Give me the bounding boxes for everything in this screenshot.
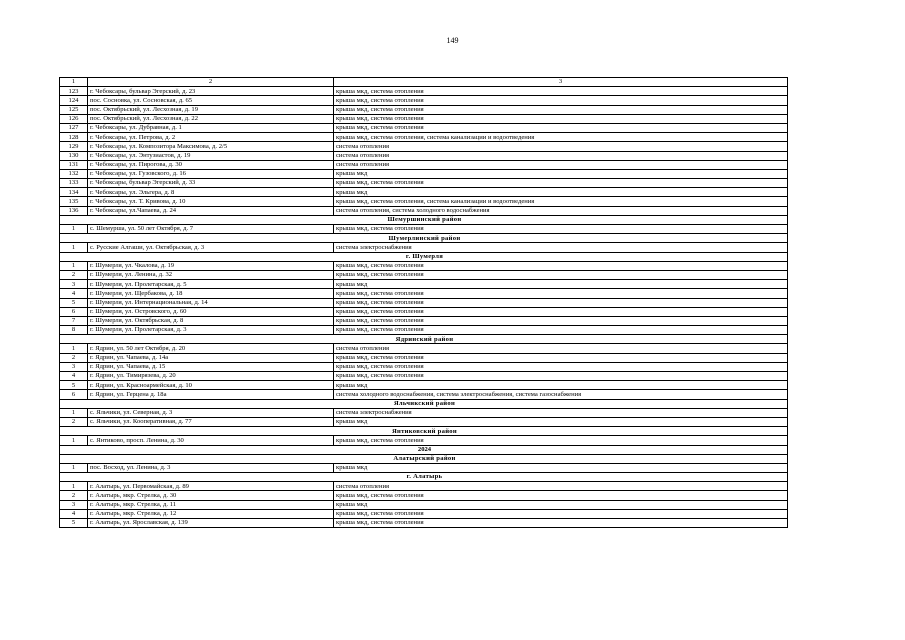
section-title: Шумерлинский район [60,234,788,243]
row-works: крыша мкд, система отопления [334,179,788,188]
row-address: г. Алатырь, ул. Первомайская, д. 89 [88,482,334,491]
row-number: 127 [60,123,88,132]
row-number: 3 [60,280,88,289]
row-number: 133 [60,179,88,188]
table-row [60,169,788,178]
row-works: крыша мкд, система отопления, система канализации и водоотведения [334,133,788,142]
row-works: крыша мкд, система отопления [334,491,788,500]
row-number: 135 [60,197,88,206]
row-address: пос. Октябрьский, ул. Лесхозная, д. 19 [88,105,334,114]
row-address: г. Чебоксары, ул. Гузовского, д. 16 [88,169,334,178]
table-row [60,142,788,151]
section-row [60,473,788,482]
table-row [60,509,788,518]
row-number: 1 [60,482,88,491]
row-works: крыша мкд, система отопления [334,316,788,325]
table-row [60,298,788,307]
row-works: крыша мкд [334,500,788,509]
row-works: система отопления [334,344,788,353]
row-works: система отопления [334,151,788,160]
row-number: 4 [60,509,88,518]
row-address: г. Шумерля, ул. Пролетарская, д. 3 [88,326,334,335]
table-row [60,225,788,234]
section-title: г. Шумерля [60,252,788,261]
row-address: г. Чебоксары, бульвар Эгерский, д. 33 [88,179,334,188]
table-row [60,243,788,252]
row-address: г. Чебоксары, ул. Эльгера, д. 8 [88,188,334,197]
row-number: 1 [60,243,88,252]
table-row [60,408,788,417]
table-row [60,417,788,426]
works-table-body [60,78,788,528]
header-col-works: 3 [334,78,788,87]
row-address: г. Чебоксары, ул. Композитора Максимова, д. 2/5 [88,142,334,151]
section-row [60,427,788,436]
row-works: крыша мкд [334,417,788,426]
row-address: пос. Октябрьский, ул. Лесхозная, д. 22 [88,114,334,123]
row-works: крыша мкд, система отопления [334,372,788,381]
table-header-row [60,78,788,87]
row-address: г. Ядрин, ул. Чапаева, д. 14а [88,353,334,362]
table-row [60,344,788,353]
table-row [60,500,788,509]
row-number: 5 [60,519,88,528]
row-works: система отопления [334,482,788,491]
row-works: крыша мкд, система отопления [334,289,788,298]
table-row [60,381,788,390]
section-title: Шемуршинский район [60,215,788,224]
row-address: г. Ядрин, ул. 50 лет Октября, д. 20 [88,344,334,353]
row-number: 1 [60,463,88,472]
row-address: г. Алатырь, ул. Ярославская, д. 139 [88,519,334,528]
row-works: система отопления [334,160,788,169]
row-works: крыша мкд, система отопления, система канализации и водоотведения [334,197,788,206]
row-number: 4 [60,289,88,298]
table-row [60,436,788,445]
row-works: крыша мкд [334,188,788,197]
row-works: крыша мкд, система отопления [334,326,788,335]
works-table [59,77,788,528]
row-works: крыша мкд, система отопления [334,353,788,362]
section-title: Алатырский район [60,454,788,463]
row-works: крыша мкд, система отопления [334,96,788,105]
row-address: г. Шумерля, ул. Щербакова, д. 18 [88,289,334,298]
row-number: 4 [60,372,88,381]
row-works: крыша мкд, система отопления [334,436,788,445]
row-works: крыша мкд, система отопления [334,225,788,234]
row-address: г. Ядрин, ул. Герцена д. 18а [88,390,334,399]
row-number: 2 [60,270,88,279]
row-works: крыша мкд, система отопления [334,307,788,316]
row-works: крыша мкд, система отопления [334,509,788,518]
row-works: крыша мкд, система отопления [334,114,788,123]
row-address: с. Шемурша, ул. 50 лет Октября, д. 7 [88,225,334,234]
row-number: 128 [60,133,88,142]
row-number: 134 [60,188,88,197]
table-row [60,96,788,105]
row-address: пос. Сосновка, ул. Сосновская, д. 65 [88,96,334,105]
table-row [60,114,788,123]
row-number: 129 [60,142,88,151]
row-number: 130 [60,151,88,160]
row-works: крыша мкд [334,169,788,178]
section-title: Ядринский район [60,335,788,344]
section-title: Яльчикский район [60,399,788,408]
row-number: 1 [60,261,88,270]
row-number: 7 [60,316,88,325]
table-row [60,307,788,316]
table-row [60,151,788,160]
row-address: г. Чебоксары, ул. Т. Кривова, д. 10 [88,197,334,206]
row-works: крыша мкд, система отопления [334,87,788,96]
row-works: система отопления [334,142,788,151]
table-row [60,280,788,289]
row-number: 1 [60,436,88,445]
row-number: 6 [60,390,88,399]
table-row [60,197,788,206]
table-row [60,206,788,215]
table-row [60,123,788,132]
section-row [60,234,788,243]
table-row [60,179,788,188]
row-works: крыша мкд, система отопления [334,261,788,270]
year-row [60,445,788,454]
table-row [60,133,788,142]
row-number: 136 [60,206,88,215]
row-works: крыша мкд [334,381,788,390]
row-number: 1 [60,225,88,234]
row-address: г. Ядрин, ул. Чапаева, д. 15 [88,362,334,371]
row-number: 1 [60,344,88,353]
row-works: крыша мкд, система отопления [334,298,788,307]
row-address: г. Чебоксары, ул. Пирогова, д. 30 [88,160,334,169]
table-row [60,491,788,500]
row-number: 132 [60,169,88,178]
row-works: система отопления, система холодного водоснабжения [334,206,788,215]
table-row [60,188,788,197]
row-works: крыша мкд, система отопления [334,270,788,279]
row-address: г. Шумерля, ул. Ленина, д. 32 [88,270,334,279]
row-address: г. Чебоксары, ул. Дубравная, д. 1 [88,123,334,132]
row-address: с. Яльчики, ул. Кооперативная, д. 77 [88,417,334,426]
section-row [60,252,788,261]
row-address: г. Шумерля, ул. Интернациональная, д. 14 [88,298,334,307]
row-works: система холодного водоснабжения, система электроснабжения, система газоснабжения [334,390,788,399]
row-address: г. Чебоксары, ул.Чапаева, д. 24 [88,206,334,215]
row-address: г. Ядрин, ул. Тимирязева, д. 20 [88,372,334,381]
table-row [60,372,788,381]
header-col-address: 2 [88,78,334,87]
row-address: с. Яльчики, ул. Северная, д. 3 [88,408,334,417]
row-works: крыша мкд [334,463,788,472]
row-address: с. Русские Алгаши, ул. Октябрьская, д. 3 [88,243,334,252]
row-works: крыша мкд [334,280,788,289]
table-row [60,362,788,371]
row-works: крыша мкд, система отопления [334,123,788,132]
row-address: г. Чебоксары, бульвар Эгерский, д. 23 [88,87,334,96]
row-number: 131 [60,160,88,169]
row-address: г. Шумерля, ул. Островского, д. 60 [88,307,334,316]
year-title: 2024 [60,445,788,454]
row-address: г. Алатырь, мкр. Стрелка, д. 12 [88,509,334,518]
table-row [60,316,788,325]
row-address: г. Алатырь, мкр. Стрелка, д. 30 [88,491,334,500]
row-number: 124 [60,96,88,105]
table-row [60,160,788,169]
row-number: 2 [60,417,88,426]
table-row [60,105,788,114]
row-works: крыша мкд, система отопления [334,362,788,371]
row-number: 125 [60,105,88,114]
row-address: г. Шумерля, ул. Октябрьская, д. 8 [88,316,334,325]
table-row [60,87,788,96]
row-number: 6 [60,307,88,316]
table-row [60,353,788,362]
row-number: 2 [60,353,88,362]
row-number: 3 [60,500,88,509]
row-number: 2 [60,491,88,500]
table-row [60,482,788,491]
row-address: г. Ядрин, ул. Красноармейская, д. 10 [88,381,334,390]
table-row [60,326,788,335]
table-row [60,289,788,298]
page-number: 149 [446,36,459,45]
row-number: 126 [60,114,88,123]
section-row [60,454,788,463]
section-title: г. Алатырь [60,473,788,482]
table-row [60,270,788,279]
row-number: 123 [60,87,88,96]
row-number: 3 [60,362,88,371]
table-row [60,390,788,399]
row-address: г. Чебоксары, ул. Энтузиастов, д. 19 [88,151,334,160]
header-col-number: 1 [60,78,88,87]
row-works: крыша мкд, система отопления [334,105,788,114]
row-works: система электроснабжения [334,408,788,417]
row-address: пос. Восход, ул. Ленина, д. 3 [88,463,334,472]
row-address: г. Шумерля, ул. Чкалова, д. 19 [88,261,334,270]
row-address: с. Янтиково, просп. Ленина, д. 30 [88,436,334,445]
row-works: крыша мкд, система отопления [334,519,788,528]
row-works: система электроснабжения [334,243,788,252]
section-row [60,399,788,408]
row-number: 5 [60,298,88,307]
section-row [60,215,788,224]
table-row [60,463,788,472]
row-address: г. Шумерля, ул. Пролетарская, д. 5 [88,280,334,289]
row-address: г. Алатырь, мкр. Стрелка, д. 11 [88,500,334,509]
row-address: г. Чебоксары, ул. Петрова, д. 2 [88,133,334,142]
row-number: 5 [60,381,88,390]
section-title: Янтиковский район [60,427,788,436]
table-row [60,261,788,270]
section-row [60,335,788,344]
row-number: 8 [60,326,88,335]
table-row [60,519,788,528]
row-number: 1 [60,408,88,417]
